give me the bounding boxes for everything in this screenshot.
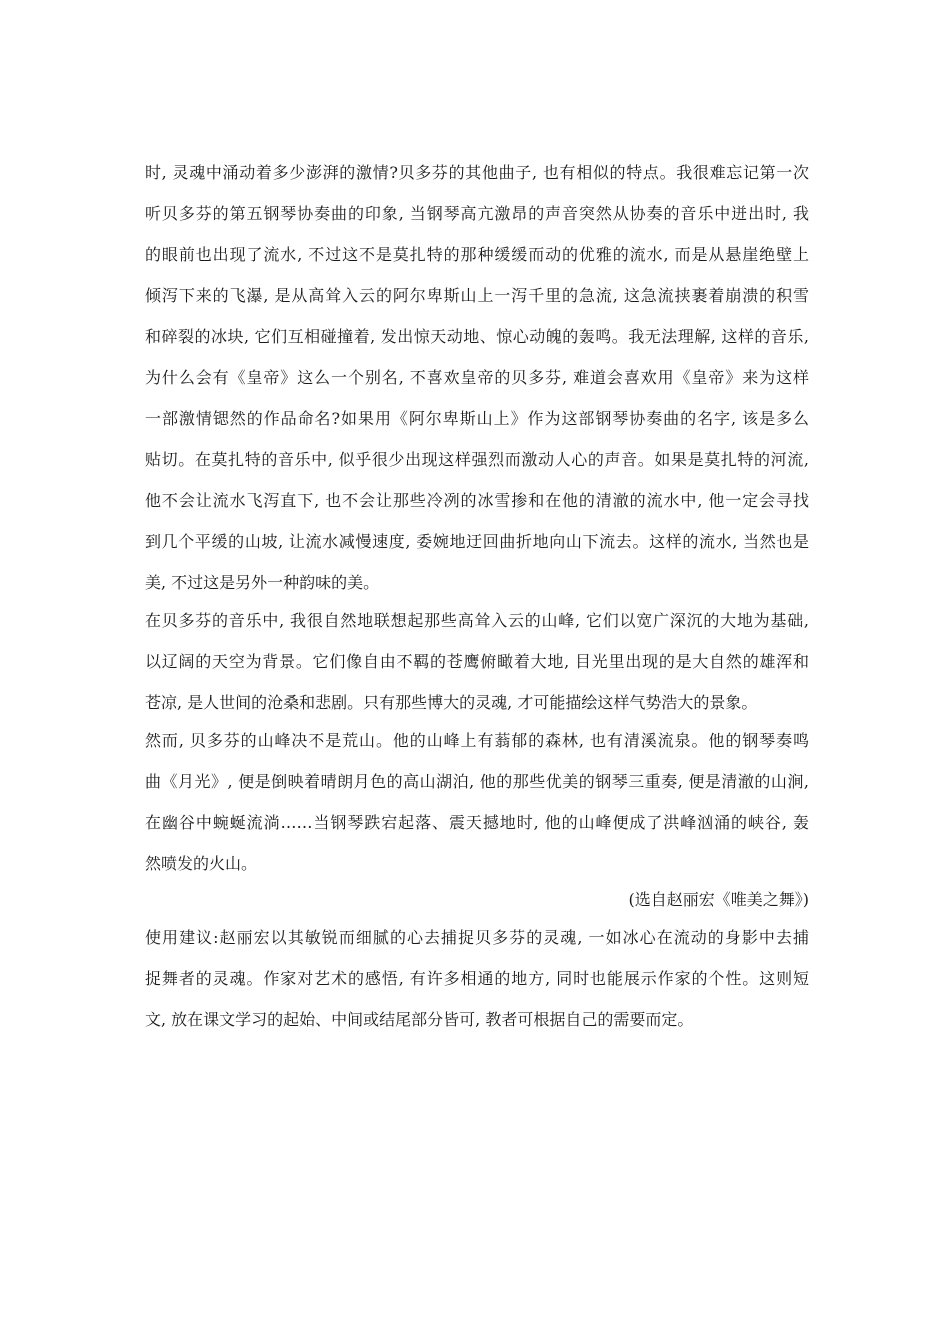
text-line: 在幽谷中蜿蜒流淌……当钢琴跌宕起落、震天撼地时, 他的山峰便成了洪峰汹涌的峡谷, 轰 — [145, 813, 809, 832]
text-line: 听贝多芬的第五钢琴协奏曲的印象, 当钢琴高亢激昂的声音突然从协奏的音乐中迸出时, 我 — [145, 204, 809, 223]
text-line: 文, 放在课文学习的起始、中间或结尾部分皆可, 教者可根据自己的需要而定。 — [145, 1010, 694, 1029]
text-line: 美, 不过这是另外一种韵味的美。 — [145, 573, 380, 592]
text-line: 苍凉, 是人世间的沧桑和悲剧。只有那些博大的灵魂, 才可能描绘这样气势浩大的景象。 — [145, 693, 758, 712]
text-line: 的眼前也出现了流水, 不过这不是莫扎特的那种缓缓而动的优雅的流水, 而是从悬崖绝壁上 — [145, 245, 809, 264]
text-line: 他不会让流水飞泻直下, 也不会让那些冷冽的冰雪掺和在他的清澈的流水中, 他一定会寻找 — [145, 491, 809, 510]
text-line: 贴切。在莫扎特的音乐中, 似乎很少出现这样强烈而激动人心的声音。如果是莫扎特的河流, — [145, 450, 809, 469]
source-attribution: (选自赵丽宏《唯美之舞》) — [628, 890, 809, 909]
text-line: 和碎裂的冰块, 它们互相碰撞着, 发出惊天动地、惊心动魄的轰鸣。我无法理解, 这样的音乐, — [145, 327, 809, 346]
text-line: 然喷发的火山。 — [145, 854, 258, 873]
text-line: 捉舞者的灵魂。作家对艺术的感悟, 有许多相通的地方, 同时也能展示作家的个性。这则短 — [145, 969, 809, 988]
text-line: 到几个平缓的山坡, 让流水减慢速度, 委婉地迂回曲折地向山下流去。这样的流水, 当然也是 — [145, 532, 809, 551]
text-line: 在贝多芬的音乐中, 我很自然地联想起那些高耸入云的山峰, 它们以宽广深沉的大地为基础, — [145, 611, 809, 630]
text-line: 一部激情锶然的作品命名?如果用《阿尔卑斯山上》作为这部钢琴协奏曲的名字, 该是多么 — [145, 409, 809, 428]
text-line: 然而, 贝多芬的山峰决不是荒山。他的山峰上有蓊郁的森林, 也有清溪流泉。他的钢琴奏鸣 — [145, 731, 809, 750]
text-line: 使用建议:赵丽宏以其敏锐而细腻的心去捕捉贝多芬的灵魂, 一如冰心在流动的身影中去捕 — [145, 928, 809, 947]
text-line: 倾泻下来的飞瀑, 是从高耸入云的阿尔卑斯山上一泻千里的急流, 这急流挟裹着崩溃的积雪 — [145, 286, 809, 305]
text-line: 曲《月光》, 便是倒映着晴朗月色的高山湖泊, 他的那些优美的钢琴三重奏, 便是清澈的山涧, — [145, 772, 809, 791]
text-line: 时, 灵魂中涌动着多少澎湃的激情?贝多芬的其他曲子, 也有相似的特点。我很难忘记第一次 — [145, 163, 809, 182]
text-line: 以辽阔的天空为背景。它们像自由不羁的苍鹰俯瞰着大地, 目光里出现的是大自然的雄浑和 — [145, 652, 809, 671]
text-line: 为什么会有《皇帝》这么一个别名, 不喜欢皇帝的贝多芬, 难道会喜欢用《皇帝》来为这样 — [145, 368, 809, 387]
